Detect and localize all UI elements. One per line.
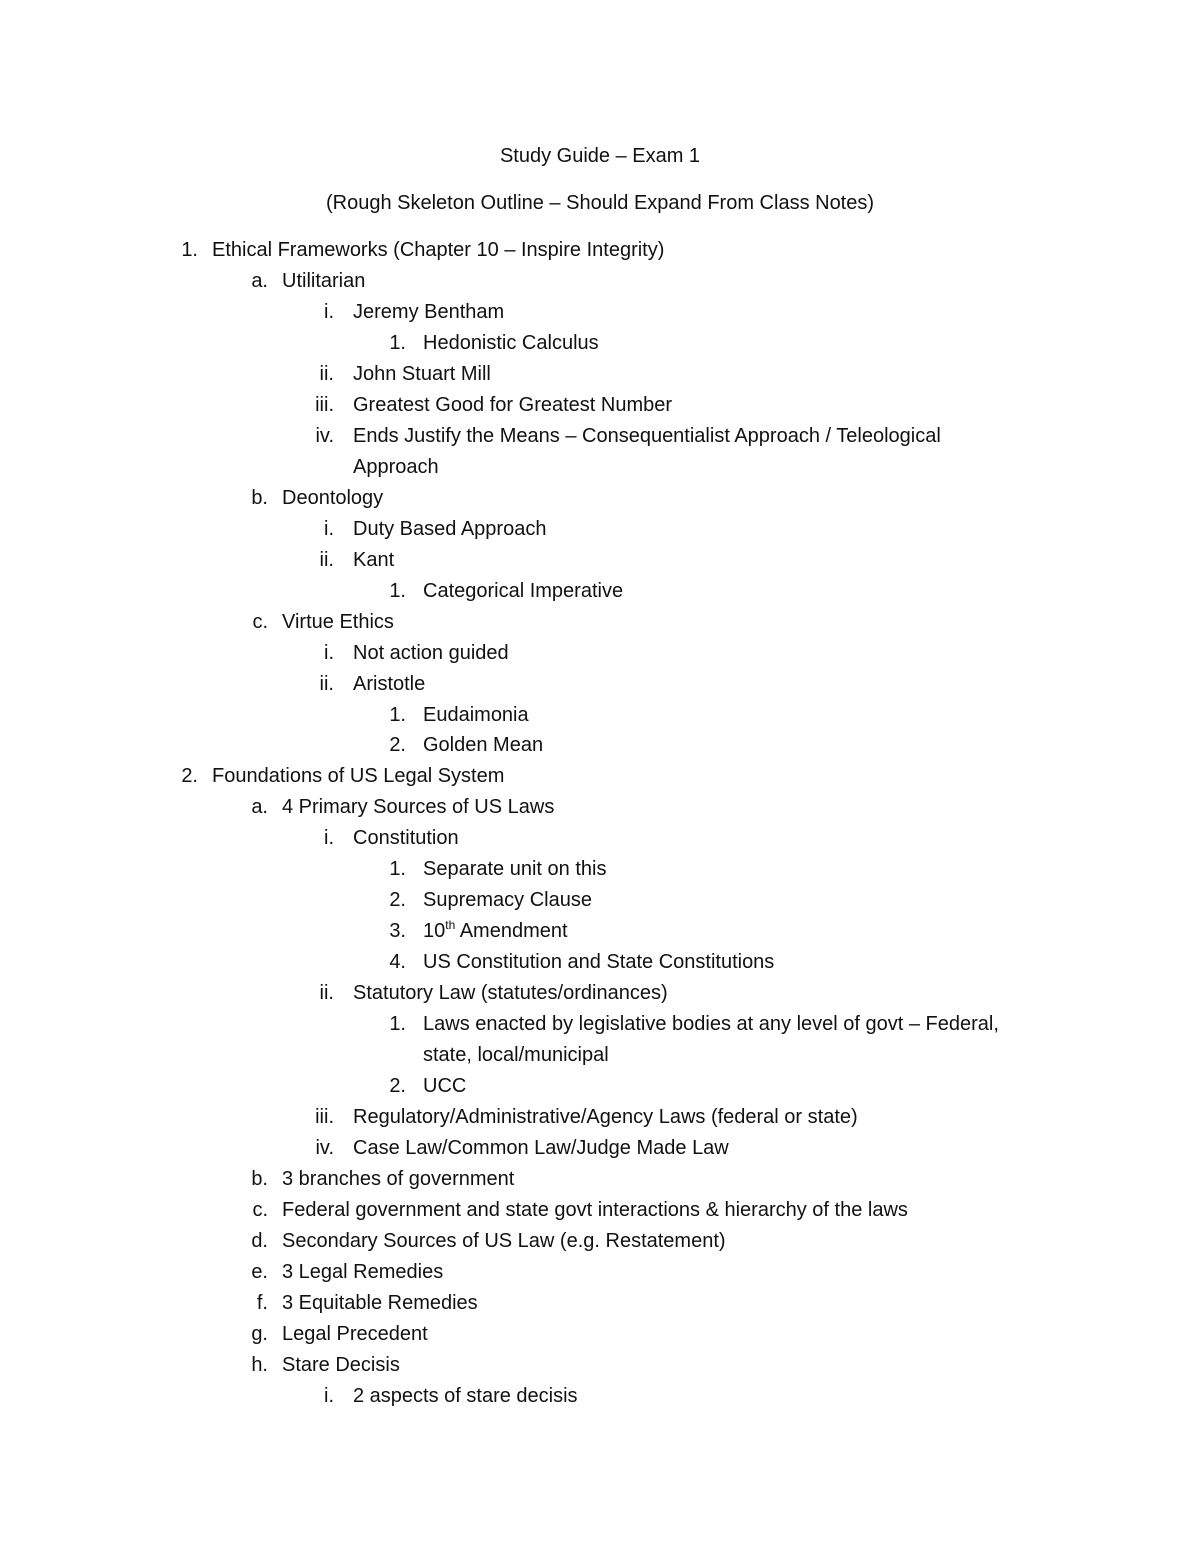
- outline-text: Jeremy Bentham: [353, 301, 505, 323]
- outline-marker: h.: [251, 1354, 268, 1376]
- outline-marker: iv.: [315, 1137, 334, 1159]
- outline-text: 10: [423, 920, 446, 942]
- outline-text: 4 Primary Sources of US Laws: [282, 796, 555, 818]
- outline-marker: iii.: [315, 394, 334, 416]
- outline-text: Stare Decisis: [282, 1354, 400, 1376]
- outline-text: Supremacy Clause: [423, 889, 592, 911]
- outline-text-with-superscript: [423, 917, 568, 945]
- outline-marker: c.: [252, 1199, 268, 1221]
- outline-marker: 1.: [389, 858, 406, 880]
- outline-text: Legal Precedent: [282, 1323, 428, 1345]
- outline-marker: e.: [251, 1261, 268, 1283]
- outline-text: Laws enacted by legislative bodies at any level of govt – Federal,: [423, 1013, 999, 1035]
- outline-marker: b.: [251, 487, 268, 509]
- outline-text: Case Law/Common Law/Judge Made Law: [353, 1137, 729, 1159]
- outline-text: Hedonistic Calculus: [423, 332, 599, 354]
- outline-text: state, local/municipal: [423, 1044, 609, 1066]
- outline-text: Federal government and state govt interactions & hierarchy of the laws: [282, 1199, 908, 1221]
- outline-text: 3 Legal Remedies: [282, 1261, 444, 1283]
- outline-marker: 2.: [389, 889, 406, 911]
- outline-text: Statutory Law (statutes/ordinances): [353, 982, 668, 1004]
- outline-text: Golden Mean: [423, 734, 544, 756]
- outline-marker: i.: [324, 1385, 334, 1407]
- outline-text: 3 branches of government: [282, 1168, 515, 1190]
- outline-text: Kant: [353, 549, 395, 571]
- outline-marker: iv.: [315, 425, 334, 447]
- document-title: Study Guide – Exam 1: [499, 145, 701, 167]
- outline-marker: a.: [251, 270, 268, 292]
- outline-text: Separate unit on this: [423, 858, 607, 880]
- outline-marker: 1.: [389, 332, 406, 354]
- outline-marker: 3.: [389, 920, 406, 942]
- outline-text: Ends Justify the Means – Consequentialist Approach / Teleological: [353, 425, 941, 447]
- outline-marker: 1.: [389, 580, 406, 602]
- outline-marker: 2.: [181, 765, 198, 787]
- outline-marker: 4.: [389, 951, 406, 973]
- outline-marker: i.: [324, 827, 334, 849]
- outline-text: Virtue Ethics: [282, 611, 394, 633]
- outline-marker: i.: [324, 518, 334, 540]
- outline-text: John Stuart Mill: [353, 363, 491, 385]
- outline-text: 2 aspects of stare decisis: [353, 1385, 578, 1407]
- outline-marker: ii.: [319, 982, 334, 1004]
- outline-text: Eudaimonia: [423, 704, 529, 726]
- outline-marker: 1.: [389, 704, 406, 726]
- outline-text: Foundations of US Legal System: [212, 765, 505, 787]
- outline-marker: 1.: [389, 1013, 406, 1035]
- outline-marker: d.: [251, 1230, 268, 1252]
- outline-text: Categorical Imperative: [423, 580, 624, 602]
- outline-marker: c.: [252, 611, 268, 633]
- outline-text: Ethical Frameworks (Chapter 10 – Inspire Integrity): [212, 239, 665, 261]
- outline-marker: iii.: [315, 1106, 334, 1128]
- outline-marker: ii.: [319, 363, 334, 385]
- outline-text: Regulatory/Administrative/Agency Laws (federal or state): [353, 1106, 858, 1128]
- outline-marker: 2.: [389, 734, 406, 756]
- outline-text: Deontology: [282, 487, 384, 509]
- outline-marker: b.: [251, 1168, 268, 1190]
- outline-text: UCC: [423, 1075, 467, 1097]
- outline-text: Duty Based Approach: [353, 518, 547, 540]
- outline-text: 3 Equitable Remedies: [282, 1292, 478, 1314]
- outline-marker: f.: [256, 1292, 268, 1314]
- outline-text: US Constitution and State Constitutions: [423, 951, 775, 973]
- outline-text: Greatest Good for Greatest Number: [353, 394, 673, 416]
- outline-text: Utilitarian: [282, 270, 366, 292]
- outline-marker: i.: [324, 642, 334, 664]
- outline-marker: ii.: [319, 673, 334, 695]
- outline-text: Secondary Sources of US Law (e.g. Restatement): [282, 1230, 726, 1252]
- outline-text: Not action guided: [353, 642, 509, 664]
- outline-text: Aristotle: [353, 673, 426, 695]
- outline-text-suffix: Amendment: [455, 920, 568, 942]
- outline-text: Constitution: [353, 827, 459, 849]
- superscript: th: [445, 918, 456, 932]
- outline-marker: ii.: [319, 549, 334, 571]
- outline-marker: 2.: [389, 1075, 406, 1097]
- outline-marker: 1.: [181, 239, 198, 261]
- outline-text: Approach: [353, 456, 439, 478]
- document-subtitle: (Rough Skeleton Outline – Should Expand From Class Notes): [325, 192, 875, 214]
- outline-marker: g.: [251, 1323, 268, 1345]
- outline-marker: i.: [324, 301, 334, 323]
- outline-marker: a.: [251, 796, 268, 818]
